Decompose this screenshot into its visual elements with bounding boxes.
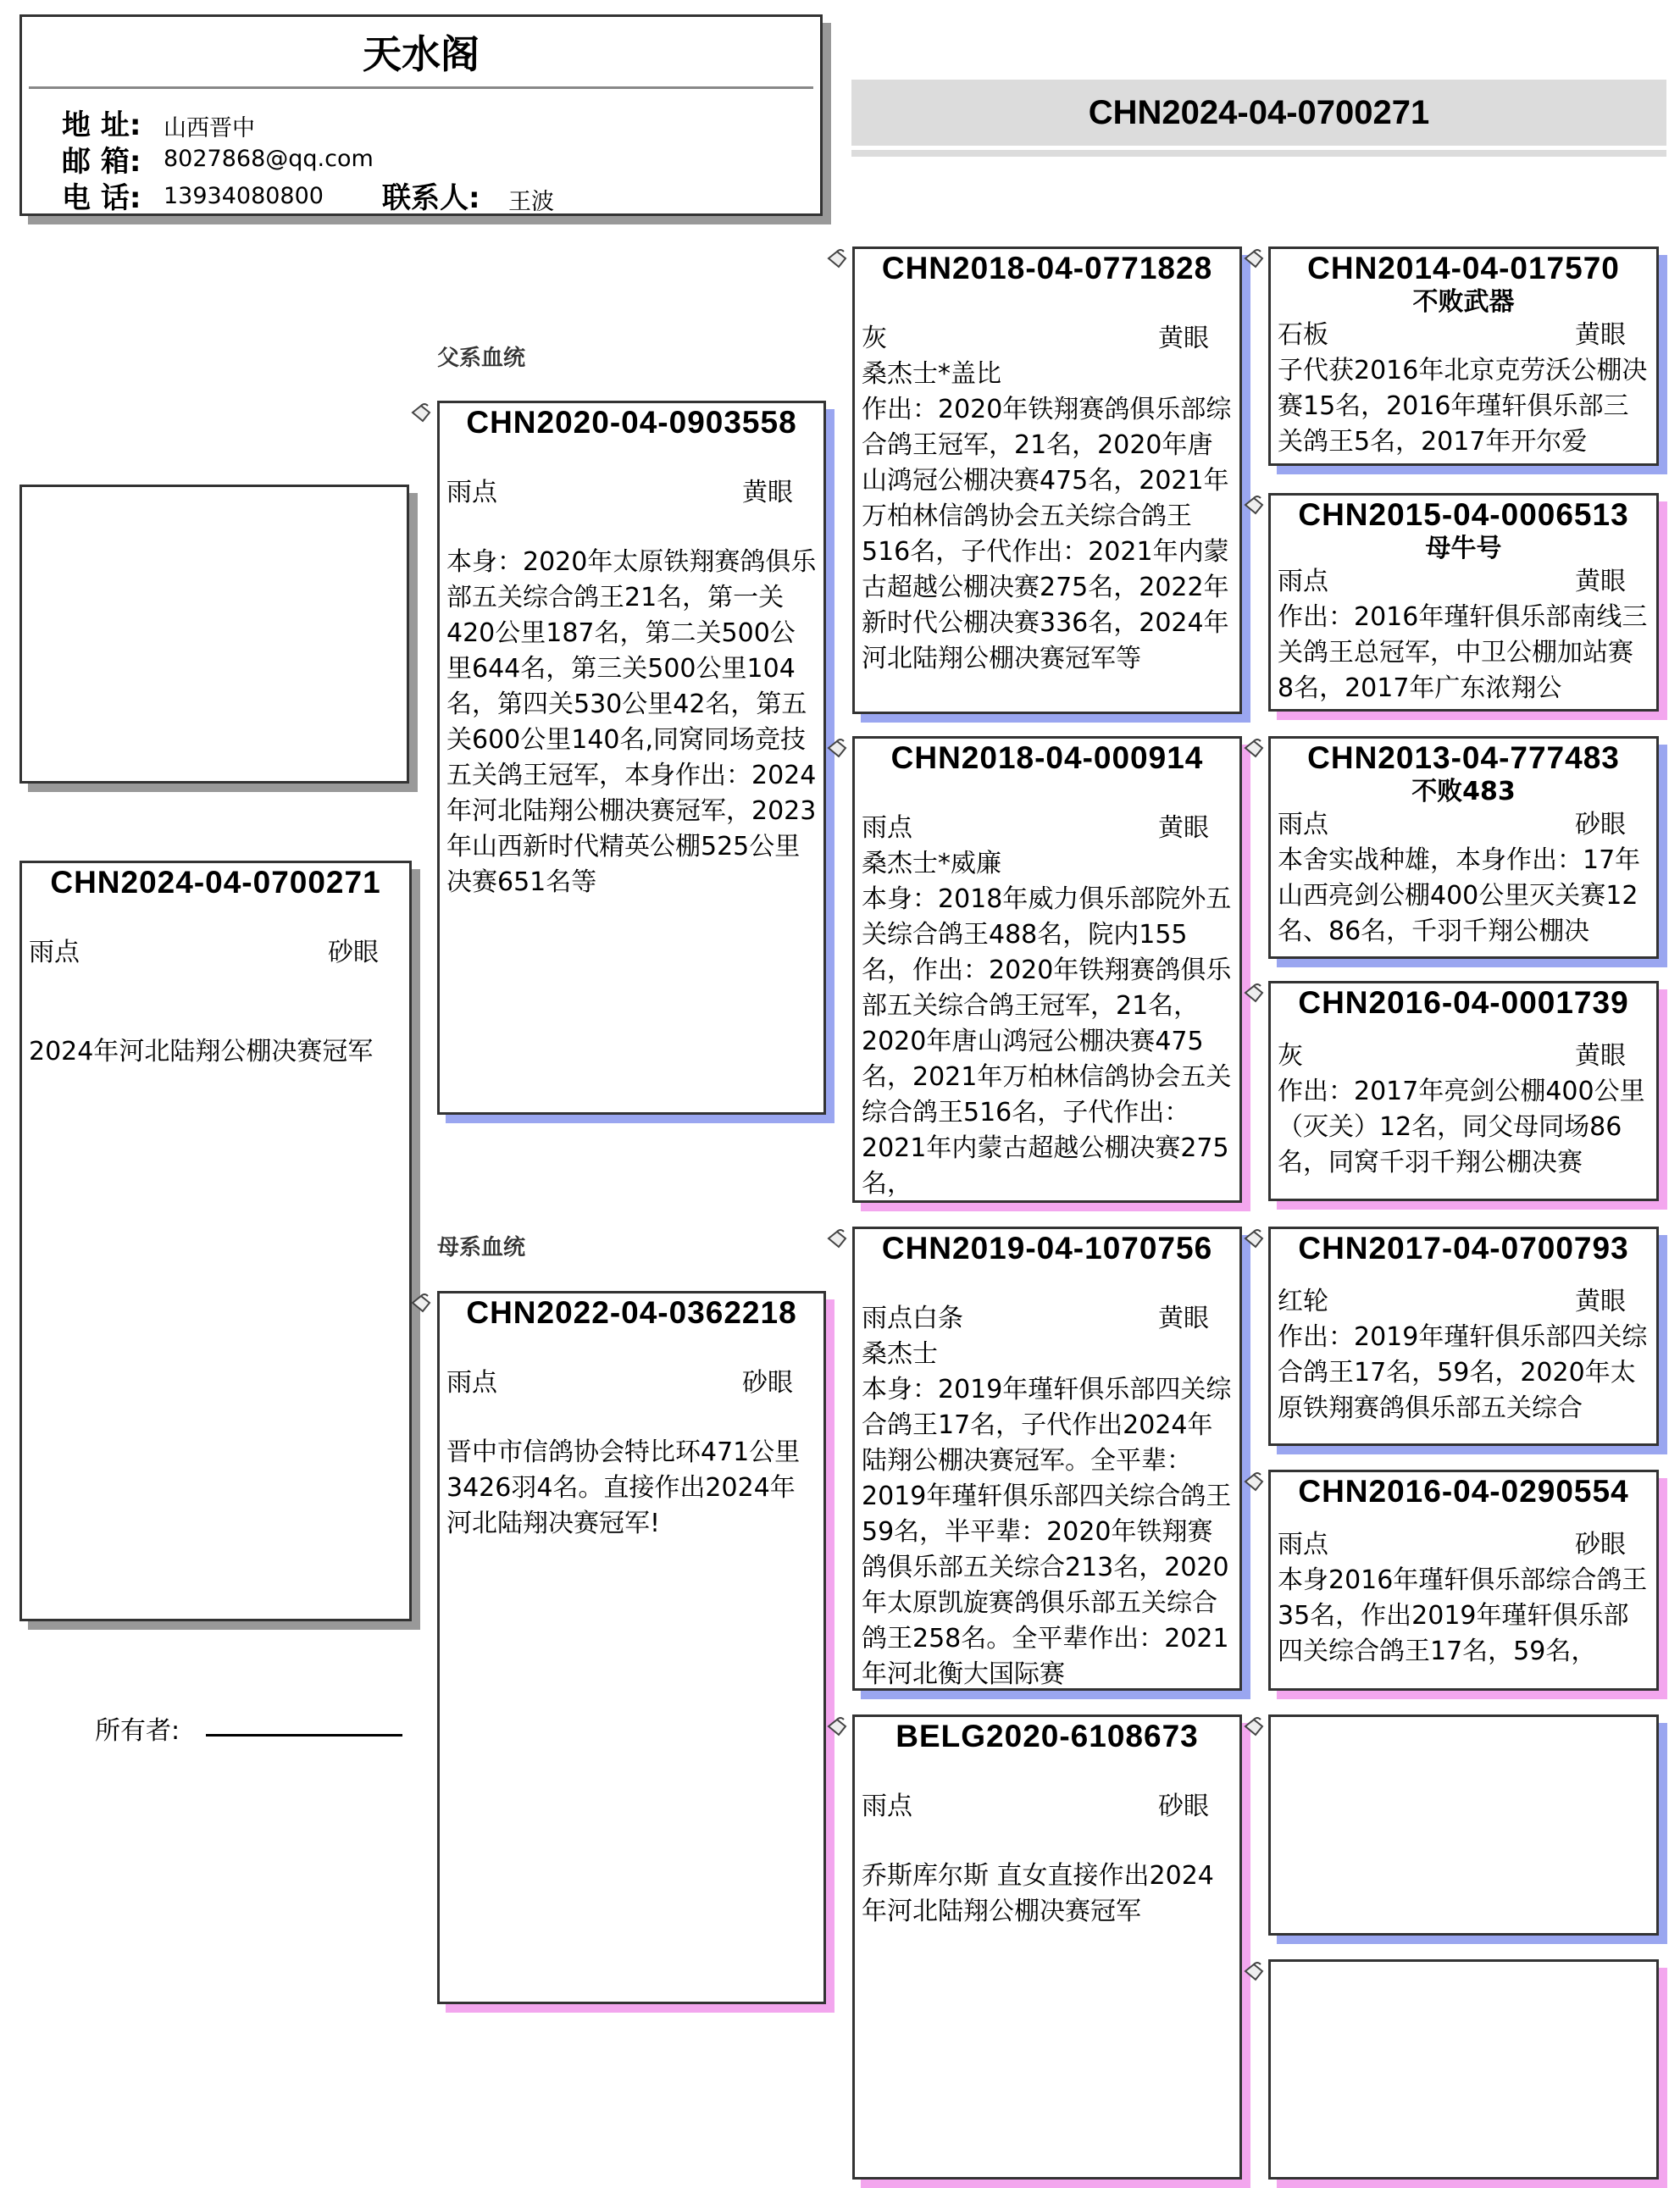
gen3-eye: 黄眼 [1158,323,1209,353]
contact-value: 王波 [508,189,554,215]
paint-bucket-icon[interactable] [1242,1470,1267,1495]
gen4-card-5[interactable] [1268,1227,1659,1446]
gen3-notes: 乔斯库尔斯 直女直接作出2024年河北陆翔公棚决赛冠军 [862,1860,1214,1926]
gen3-color: 雨点 [862,1791,912,1821]
owner-label: 所有者: [95,1716,180,1746]
gen4-color: 红轮 [1278,1286,1328,1316]
subject-eye: 砂眼 [328,937,379,967]
gen3-notes: 本身：2018年威力俱乐部院外五关综合鸽王488名，院内155名，作出：2020年铁翔赛鸽俱乐部五关综合鸽王冠军，21名，2020年唐山鸿冠公棚决赛475名，2021年万柏林信鸽协会五关综合鸽王516名，子代作出：2021年内蒙古超越公棚决赛275名， [862,884,1232,1199]
gen4-card-2[interactable] [1268,493,1659,712]
gen3-eye: 黄眼 [1158,812,1209,843]
gen4-notes: 作出：2019年瑾轩俱乐部四关综合鸽王17名，59名，2020年太原铁翔赛鸽俱乐部五关综合 [1278,1321,1648,1423]
gen4-color: 雨点 [1278,1529,1328,1559]
gen4-nickname: 不败483 [1411,776,1516,806]
loft-info-card [19,14,823,216]
gen3-color: 雨点 [862,812,912,843]
gen4-notes: 作出：2017年亮剑公棚400公里（灭关）12名，同父母同场86名，同窝千羽千翔公棚决赛 [1278,1076,1645,1177]
paint-bucket-icon[interactable] [1242,493,1267,518]
dam-ring: CHN2022-04-0362218 [466,1295,797,1330]
gen4-ring: CHN2016-04-0290554 [1298,1474,1629,1509]
photo-placeholder[interactable] [19,485,409,784]
sire-notes: 本身：2020年太原铁翔赛鸽俱乐部五关综合鸽王21名，第一关420公里187名，第二关500公里644名，第三关500公里104名，第四关530公里42名，第五关600公里140名,同窝同场竞技五关鸽王冠军，本身作出：2024年河北陆翔公棚决赛冠军，2023年山西新时代精英公棚525公里决赛651名等 [446,546,817,897]
gen3-color: 雨点白条 [862,1303,963,1333]
gen4-ring: CHN2016-04-0001739 [1298,985,1629,1020]
paint-bucket-icon[interactable] [825,736,851,762]
gen3-ring: CHN2019-04-1070756 [881,1231,1213,1266]
gen3-ring: CHN2018-04-000914 [890,740,1204,775]
gen3-card-dam-dam[interactable] [852,1714,1242,2180]
gen4-ring: CHN2013-04-777483 [1307,740,1620,775]
email-value: 8027868@qq.com [164,146,374,172]
gen4-color: 雨点 [1278,809,1328,839]
paint-bucket-icon[interactable] [1242,736,1267,762]
gen4-notes: 本身2016年瑾轩俱乐部综合鸽王35名，作出2019年瑾轩俱乐部四关综合鸽王17名，59名， [1278,1565,1648,1666]
dam-eye: 砂眼 [742,1367,793,1398]
gen4-color: 雨点 [1278,566,1328,596]
gen3-ring: BELG2020-6108673 [895,1719,1199,1753]
gen4-eye: 黄眼 [1575,319,1626,350]
gen4-notes: 本舍实战种雄，本身作出：17年山西亮剑公棚400公里灭关赛12名、86名，千羽千翔公棚决 [1278,845,1641,946]
gen4-card-1[interactable] [1268,246,1659,466]
paint-bucket-icon[interactable] [825,1714,851,1740]
gen3-notes: 作出：2020年铁翔赛鸽俱乐部综合鸽王冠军，21名，2020年唐山鸿冠公棚决赛475名，2021年万柏林信鸽协会五关综合鸽王516名，子代作出：2021年内蒙古超越公棚决赛275名，2022年新时代公棚决赛336名，2024年河北陆翔公棚决赛冠军等 [862,394,1232,673]
gen4-eye: 砂眼 [1575,809,1626,839]
gen4-color: 灰 [1278,1040,1303,1071]
gen4-notes: 子代获2016年北京克劳沃公棚决赛15名，2016年瑾轩俱乐部三关鸽王5名，2017年开尔爱 [1278,355,1648,457]
gen3-card-dam-sire[interactable] [852,1227,1242,1691]
gen3-eye: 黄眼 [1158,1303,1209,1333]
sire-ring: CHN2020-04-0903558 [466,405,797,440]
phone-label: 电 话: [62,181,141,215]
sire-card[interactable] [437,401,826,1115]
loft-name: 天水阁 [363,31,480,77]
gen3-eye: 砂眼 [1158,1791,1209,1821]
gen4-eye: 砂眼 [1575,1529,1626,1559]
gen4-eye: 黄眼 [1575,1040,1626,1071]
subject-notes: 2024年河北陆翔公棚决赛冠军 [29,1036,374,1066]
paint-bucket-icon[interactable] [409,401,435,426]
paint-bucket-icon[interactable] [1242,246,1267,272]
gen4-ring: CHN2017-04-0700793 [1298,1231,1629,1266]
gen4-ring: CHN2014-04-017570 [1307,251,1620,285]
subject-ring: CHN2024-04-0700271 [50,865,381,900]
gen3-color: 灰 [862,323,887,353]
gen4-card-6[interactable] [1268,1470,1659,1691]
dam-notes: 晋中市信鸽协会特比环471公里3426羽4名。直接作出2024年河北陆翔决赛冠军! [446,1437,801,1538]
banner-underline [851,150,1666,157]
paint-bucket-icon[interactable] [825,246,851,272]
paternal-label: 父系血统 [437,346,526,371]
dam-card[interactable] [437,1291,826,2004]
gen3-card-sire-dam[interactable] [852,736,1242,1203]
gen3-strain: 桑杰士 [862,1338,938,1369]
gen4-card-8-empty[interactable] [1268,1959,1659,2180]
gen4-card-3[interactable] [1268,736,1659,959]
gen3-strain: 桑杰士*盖比 [862,358,1001,389]
gen4-ring: CHN2015-04-0006513 [1298,497,1629,532]
gen3-notes: 本身：2019年瑾轩俱乐部四关综合鸽王17名，子代作出2024年陆翔公棚决赛冠军。全平辈：2019年瑾轩俱乐部四关综合鸽王59名，半平辈：2020年铁翔赛鸽俱乐部五关综合213名，2020年太原凯旋赛鸽俱乐部五关综合鸽王258名。全平辈作出：2021年河北衡大国际赛 [862,1374,1232,1689]
gen4-eye: 黄眼 [1575,566,1626,596]
paint-bucket-icon[interactable] [1242,1227,1267,1252]
paint-bucket-icon[interactable] [409,1291,435,1316]
paint-bucket-icon[interactable] [1242,1959,1267,1985]
gen4-card-7-empty[interactable] [1268,1714,1659,1936]
gen4-color: 石板 [1278,319,1328,350]
paint-bucket-icon[interactable] [1242,981,1267,1006]
phone-value: 13934080800 [164,183,324,209]
ring-number-banner: CHN2024-04-0700271 [851,80,1666,146]
gen4-card-4[interactable] [1268,981,1659,1201]
email-label: 邮 箱: [62,145,141,179]
dam-color: 雨点 [446,1367,497,1398]
paint-bucket-icon[interactable] [825,1227,851,1252]
contact-label: 联系人: [382,181,480,215]
subject-color: 雨点 [29,937,80,967]
sire-color: 雨点 [446,477,497,507]
address-value: 山西晋中 [164,115,255,141]
gen3-card-sire-sire[interactable] [852,246,1242,714]
gen4-nickname: 母牛号 [1425,533,1502,563]
gen3-ring: CHN2018-04-0771828 [881,251,1213,285]
owner-signature-line[interactable] [206,1734,402,1737]
gen4-notes: 作出：2016年瑾轩俱乐部南线三关鸽王总冠军，中卫公棚加站赛8名，2017年广东浓翔公 [1278,601,1648,703]
paint-bucket-icon[interactable] [1242,1714,1267,1740]
header-divider [29,86,813,89]
sire-eye: 黄眼 [742,477,793,507]
subject-card[interactable] [19,861,412,1621]
address-label: 地 址: [62,108,141,142]
gen3-strain: 桑杰士*威廉 [862,848,1001,878]
gen4-eye: 黄眼 [1575,1286,1626,1316]
gen4-nickname: 不败武器 [1412,286,1515,317]
maternal-label: 母系血统 [437,1235,526,1260]
